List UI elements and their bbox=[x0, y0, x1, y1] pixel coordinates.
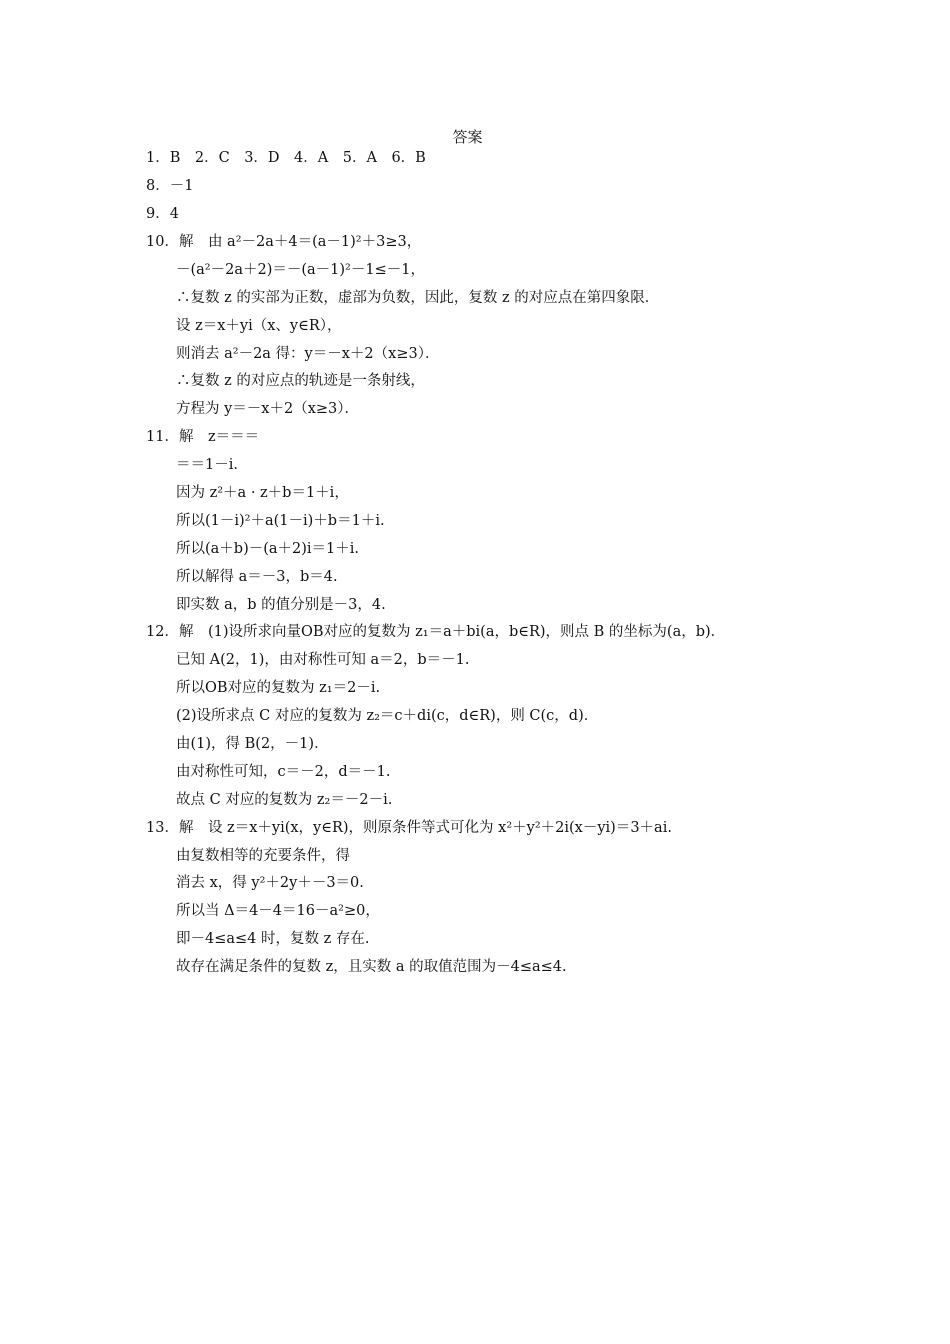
answer-line: ∴复数 z 的实部为正数，虚部为负数，因此，复数 z 的对应点在第四象限． bbox=[176, 290, 660, 306]
answer-line: －(a²－2a＋2)＝－(a－1)²－1≤－1， bbox=[176, 262, 425, 278]
answer-line: 设 z＝x＋yi（x、y∈R）， bbox=[176, 318, 342, 334]
answer-line: ＝＝1－i. bbox=[176, 457, 238, 473]
answer-line: 由复数相等的充要条件，得 bbox=[176, 848, 350, 864]
answer-line: 所以(1－i)²＋a(1－i)＋b＝1＋i. bbox=[176, 513, 385, 529]
answer-line: 即实数 a，b 的值分别是－3，4. bbox=[176, 597, 386, 613]
answer-line: 1．B 2．C 3．D 4．A 5．A 6．B bbox=[146, 150, 426, 166]
answer-line: 消去 x，得 y²＋2y＋－3＝0. bbox=[176, 875, 364, 891]
answer-line: 由对称性可知，c＝－2，d＝－1. bbox=[176, 764, 391, 780]
answer-line: ∴复数 z 的对应点的轨迹是一条射线， bbox=[176, 373, 425, 389]
answer-line: 故点 C 对应的复数为 z₂＝－2－i. bbox=[176, 792, 393, 808]
answer-line: 因为 z²＋a · z＋b＝1＋i， bbox=[176, 485, 349, 501]
answer-line: 12．解 (1)设所求向量OB对应的复数为 z₁＝a＋bi(a，b∈R)，则点 B 的坐标为(a，b)． bbox=[146, 624, 726, 640]
page-title: 答案 bbox=[452, 128, 483, 146]
answer-line: 13．解 设 z＝x＋yi(x，y∈R)，则原条件等式可化为 x²＋y²＋2i(x－yi)＝3＋ai. bbox=[146, 820, 672, 836]
answer-line: 所以(a＋b)－(a＋2)i＝1＋i. bbox=[176, 541, 360, 557]
answer-line: (2)设所求点 C 对应的复数为 z₂＝c＋di(c，d∈R)，则 C(c，d)． bbox=[176, 708, 599, 724]
answer-line: 所以当 Δ＝4－4＝16－a²≥0， bbox=[176, 903, 380, 919]
answer-line: 10．解 由 a²－2a＋4＝(a－1)²＋3≥3， bbox=[146, 234, 422, 250]
answer-line: 故存在满足条件的复数 z，且实数 a 的取值范围为－4≤a≤4. bbox=[176, 959, 567, 975]
answer-line: 所以解得 a＝－3，b＝4. bbox=[176, 569, 338, 585]
answer-line: 所以OB对应的复数为 z₁＝2－i. bbox=[176, 680, 381, 696]
answer-line: 9．4 bbox=[146, 206, 179, 222]
answer-line: 则消去 a²－2a 得：y＝－x＋2（x≥3）． bbox=[176, 346, 440, 362]
answer-line: 8．－1 bbox=[146, 178, 194, 194]
answer-line: 11．解 z＝＝＝ bbox=[146, 429, 260, 445]
answer-line: 由(1)，得 B(2，－1)． bbox=[176, 736, 329, 752]
answer-line: 即－4≤a≤4 时，复数 z 存在. bbox=[176, 931, 370, 947]
answer-line: 方程为 y＝－x＋2（x≥3）． bbox=[176, 401, 360, 417]
answer-line: 已知 A(2，1)，由对称性可知 a＝2，b＝－1. bbox=[176, 652, 470, 668]
